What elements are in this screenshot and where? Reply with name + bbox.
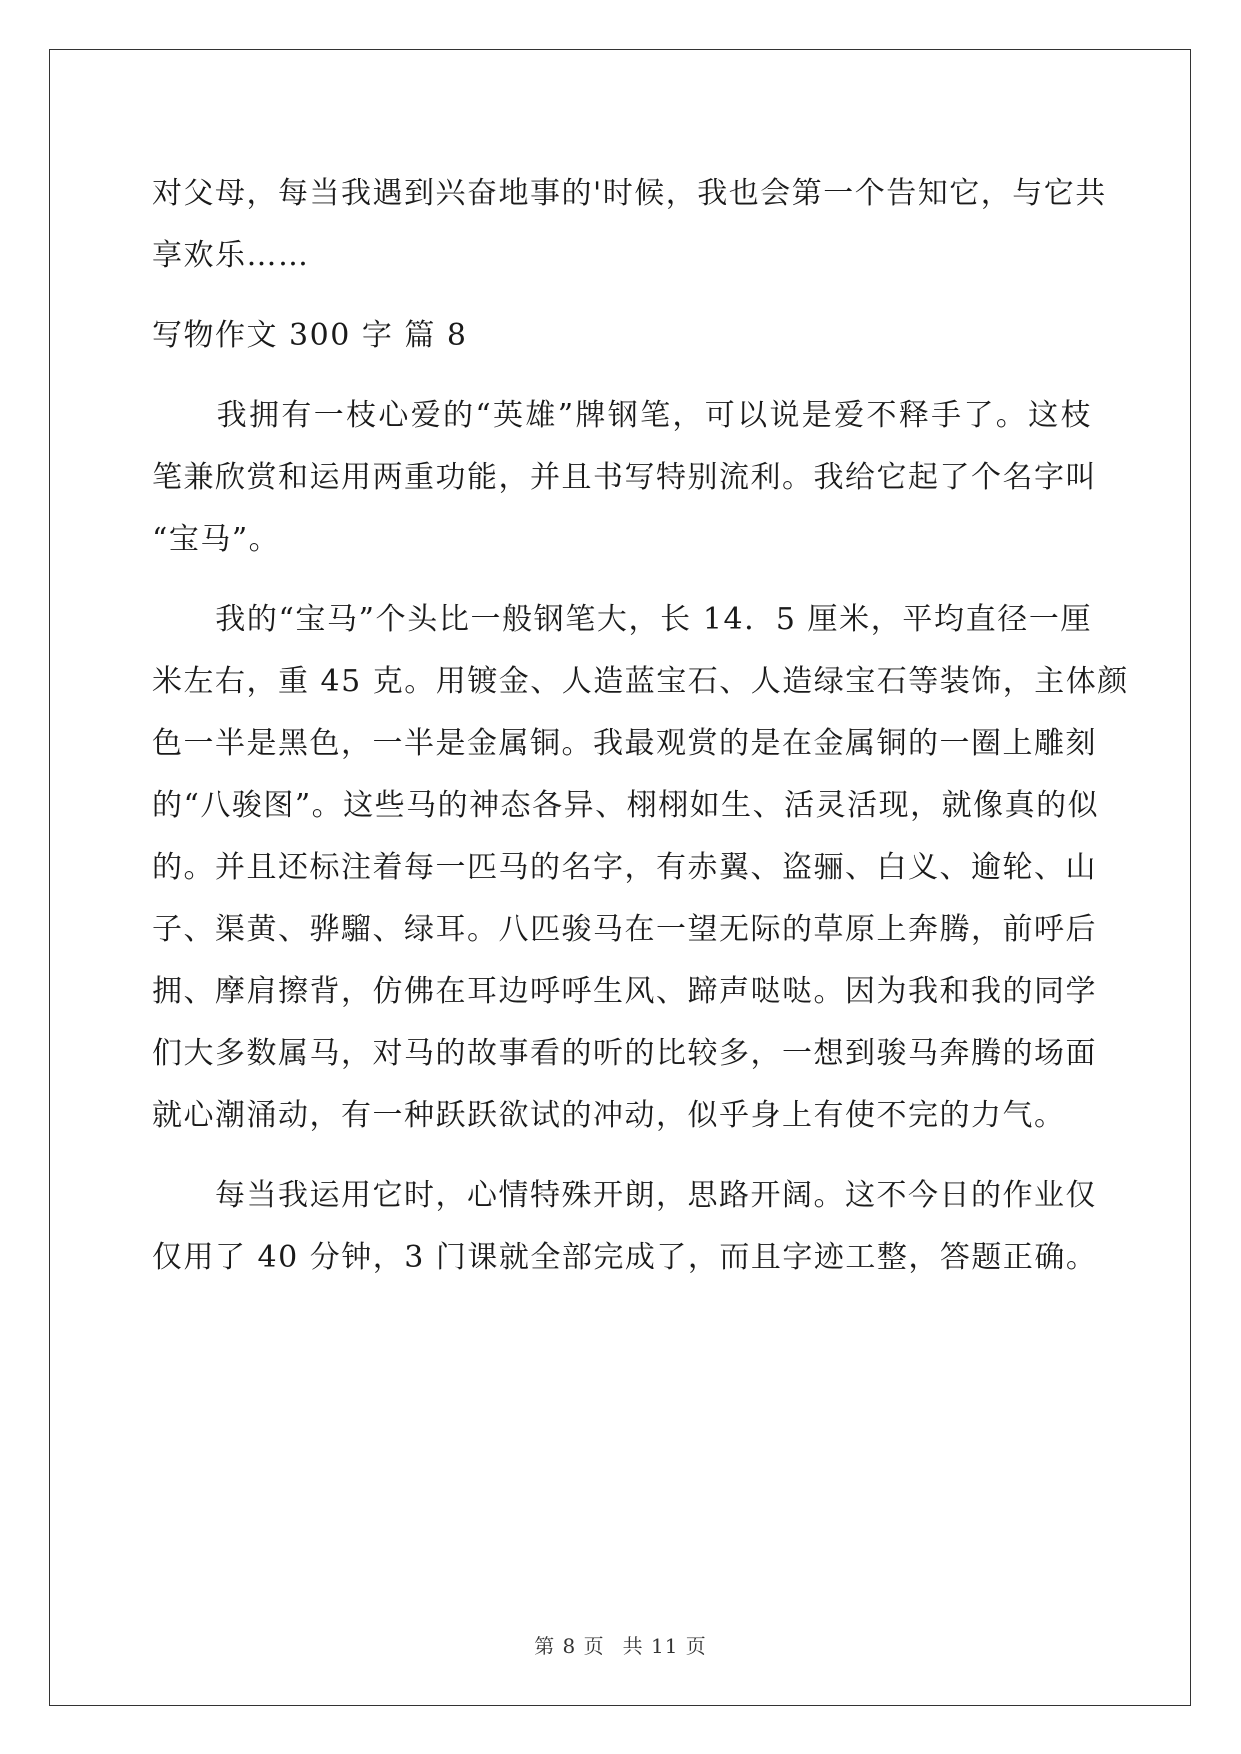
text-line: 色一半是黑色，一半是金属铜。我最观赏的是在金属铜的一圈上雕刻 (152, 726, 1097, 761)
text-line: 仅用了 40 分钟，3 门课就全部完成了，而且字迹工整，答题正确。 (152, 1240, 1098, 1275)
text-line: 们大多数属马，对马的故事看的听的比较多，一想到骏马奔腾的场面 (152, 1036, 1097, 1071)
document-body (152, 163, 1129, 1289)
text-line: 子、渠黄、骅騮、绿耳。八匹骏马在一望无际的草原上奔腾，前呼后 (152, 912, 1097, 947)
text-line: 的。并且还标注着每一匹马的名字，有赤翼、盗骊、白义、逾轮、山 (152, 850, 1097, 885)
text-line: 笔兼欣赏和运用两重功能，并且书写特别流利。我给它起了个名字叫 (152, 460, 1097, 495)
paragraph-first-line: 我拥有一枝心爱的“英雄”牌钢笔，可以说是爱不释手了。这枝 (152, 398, 1092, 433)
paragraph-first-line: 每当我运用它时，心情特殊开朗，思路开阔。这不今日的作业仅 (152, 1178, 1097, 1213)
text-line: 享欢乐…… (152, 238, 310, 273)
text-line: 拥、摩肩擦背，仿佛在耳边呼呼生风、蹄声哒哒。因为我和我的同学 (152, 974, 1097, 1009)
text-line: 对父母，每当我遇到兴奋地事的'时候，我也会第一个告知它，与它共 (152, 176, 1107, 211)
text-line: “宝马”。 (152, 522, 281, 557)
text-line: 就心潮涌动，有一种跃跃欲试的冲动，似乎身上有使不完的力气。 (152, 1098, 1066, 1133)
page-footer (0, 1630, 1241, 1659)
text-line: 米左右，重 45 克。用镀金、人造蓝宝石、人造绿宝石等装饰，主体颜 (152, 664, 1129, 699)
paragraph-first-line: 我的“宝马”个头比一般钢笔大，长 14．5 厘米，平均直径一厘 (152, 602, 1092, 637)
section-heading: 写物作文 300 字 篇 8 (152, 318, 468, 353)
page-number-current: 第 8 页 (534, 1634, 605, 1658)
text-line: 的“八骏图”。这些马的神态各异、栩栩如生、活灵活现，就像真的似 (152, 788, 1100, 823)
page-number-total: 共 11 页 (622, 1634, 707, 1658)
